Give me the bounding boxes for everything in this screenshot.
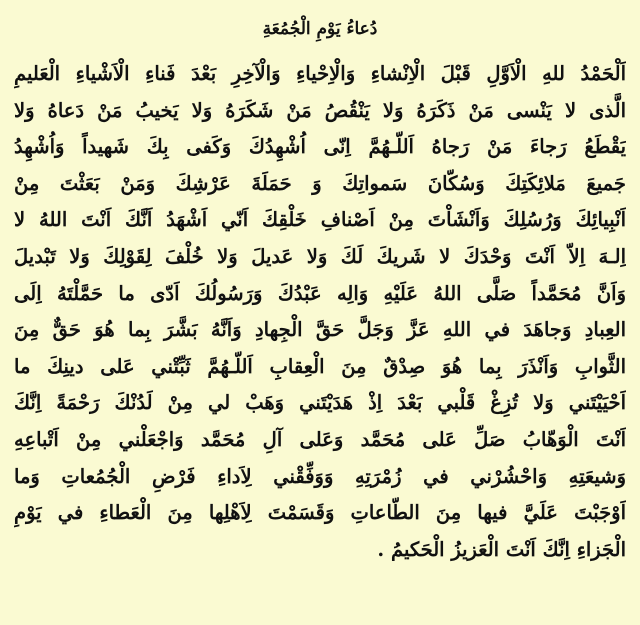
prayer-line: جَميعَ مَلائِكَتِكَ وَسُكّانَ سَمواتِكَ وَ حَمَلَةَ عَرْشِكَ وَمَنْ بَعَثْتَ مِنْ [14,171,626,195]
prayer-line: وَاَنَّ مُحَمَّداً صَلَّى اللهُ عَلَيْهِ وَالِه عَبْدُكَ وَرَسُولُكَ اَدّى ما حَمَّلْتَهُ اِلَى [14,281,626,305]
prayer-line: وَشيعَتِهِ وَاحْشُرْني في زُمْرَتِهِ وَوَفِّقْني لِاَداءِ فَرْضِ الْجُمُعاتِ وَما [14,464,626,488]
prayer-line: العِبادِ وَجاهَدَ في اللهِ عَزَّ وَجَلَّ حَقَّ الْجِهادِ وَاَنَّهُ بَشَّرَ بِما هُوَ حَقٌّ مِنَ [14,318,626,342]
prayer-line: الْجَزاءِ اِنَّكَ اَنْتَ الْعَزيزُ الْحَكيمُ . [377,537,626,561]
prayer-body [14,56,626,568]
prayer-line: اِلـهَ اِلاّ اَنْتَ وَحْدَكَ لا شَريكَ لَكَ وَلا عَديلَ وَلا خُلْفَ لِقَوْلِكَ وَلا تَبْديلَ [14,244,626,268]
prayer-line: الثَّوابِ وَاَنْذَرَ بِما هُوَ صِدْقٌ مِنَ الْعِقابِ اَللّـهُمَّ ثَبِّتْني عَلى دينِكَ ما [14,354,626,378]
prayer-title: دُعاءُ يَوْمِ الْجُمُعَةِ [262,19,378,39]
prayer-line: اَنْتَ الْوَهّابُ صَلِّ عَلى مُحَمَّد وَعَلى آلِ مُحَمَّد وَاجْعَلْني مِنْ اَتْباعِهِ [14,427,626,451]
prayer-line: اَحْيَيْتَني وَلا تُزِغْ قَلْبي بَعْدَ اِذْ هَدَيْتَني وَهَبْ لي مِنْ لَدُنْكَ رَحْمَةً اِنَّكَ [14,391,626,415]
prayer-line: يَقْطَعُ رَجاءَ مَنْ رَجاهُ اَللّـهُمَّ اِنّى اُشْهِدُكَ وَكَفى بِكَ شَهيداً وَاُشْهِدُ [14,135,626,159]
prayer-line: اَنْبِيائِكَ وَرُسُلِكَ وَاَنْشَاْتَ مِنْ اَصْنافِ خَلْقِكَ اَنّي اَشْهَدُ اَنَّكَ اَنْتَ اللهُ لا [14,208,626,232]
prayer-line: اَوْجَبْتَ عَلَيَّ فيها مِنَ الطّاعاتِ وَقَسَمْتَ لِاَهْلِها مِنَ الْعَطاءِ في يَوْمِ [14,501,626,525]
prayer-line: اَلْحَمْدُ للهِ الْاَوَّلِ قَبْلَ الْاِنْشاءِ وَالْاِحْياءِ وَالْآخِرِ بَعْدَ فَناءِ الْاَشْياءِ الْعَليمِ [14,62,626,85]
prayer-line: الَّذى لا يَنْسى مَنْ ذَكَرَهُ وَلا يَنْقُصُ مَنْ شَكَرَهُ وَلا يَخيبُ مَنْ دَعاهُ وَلا [14,98,626,122]
